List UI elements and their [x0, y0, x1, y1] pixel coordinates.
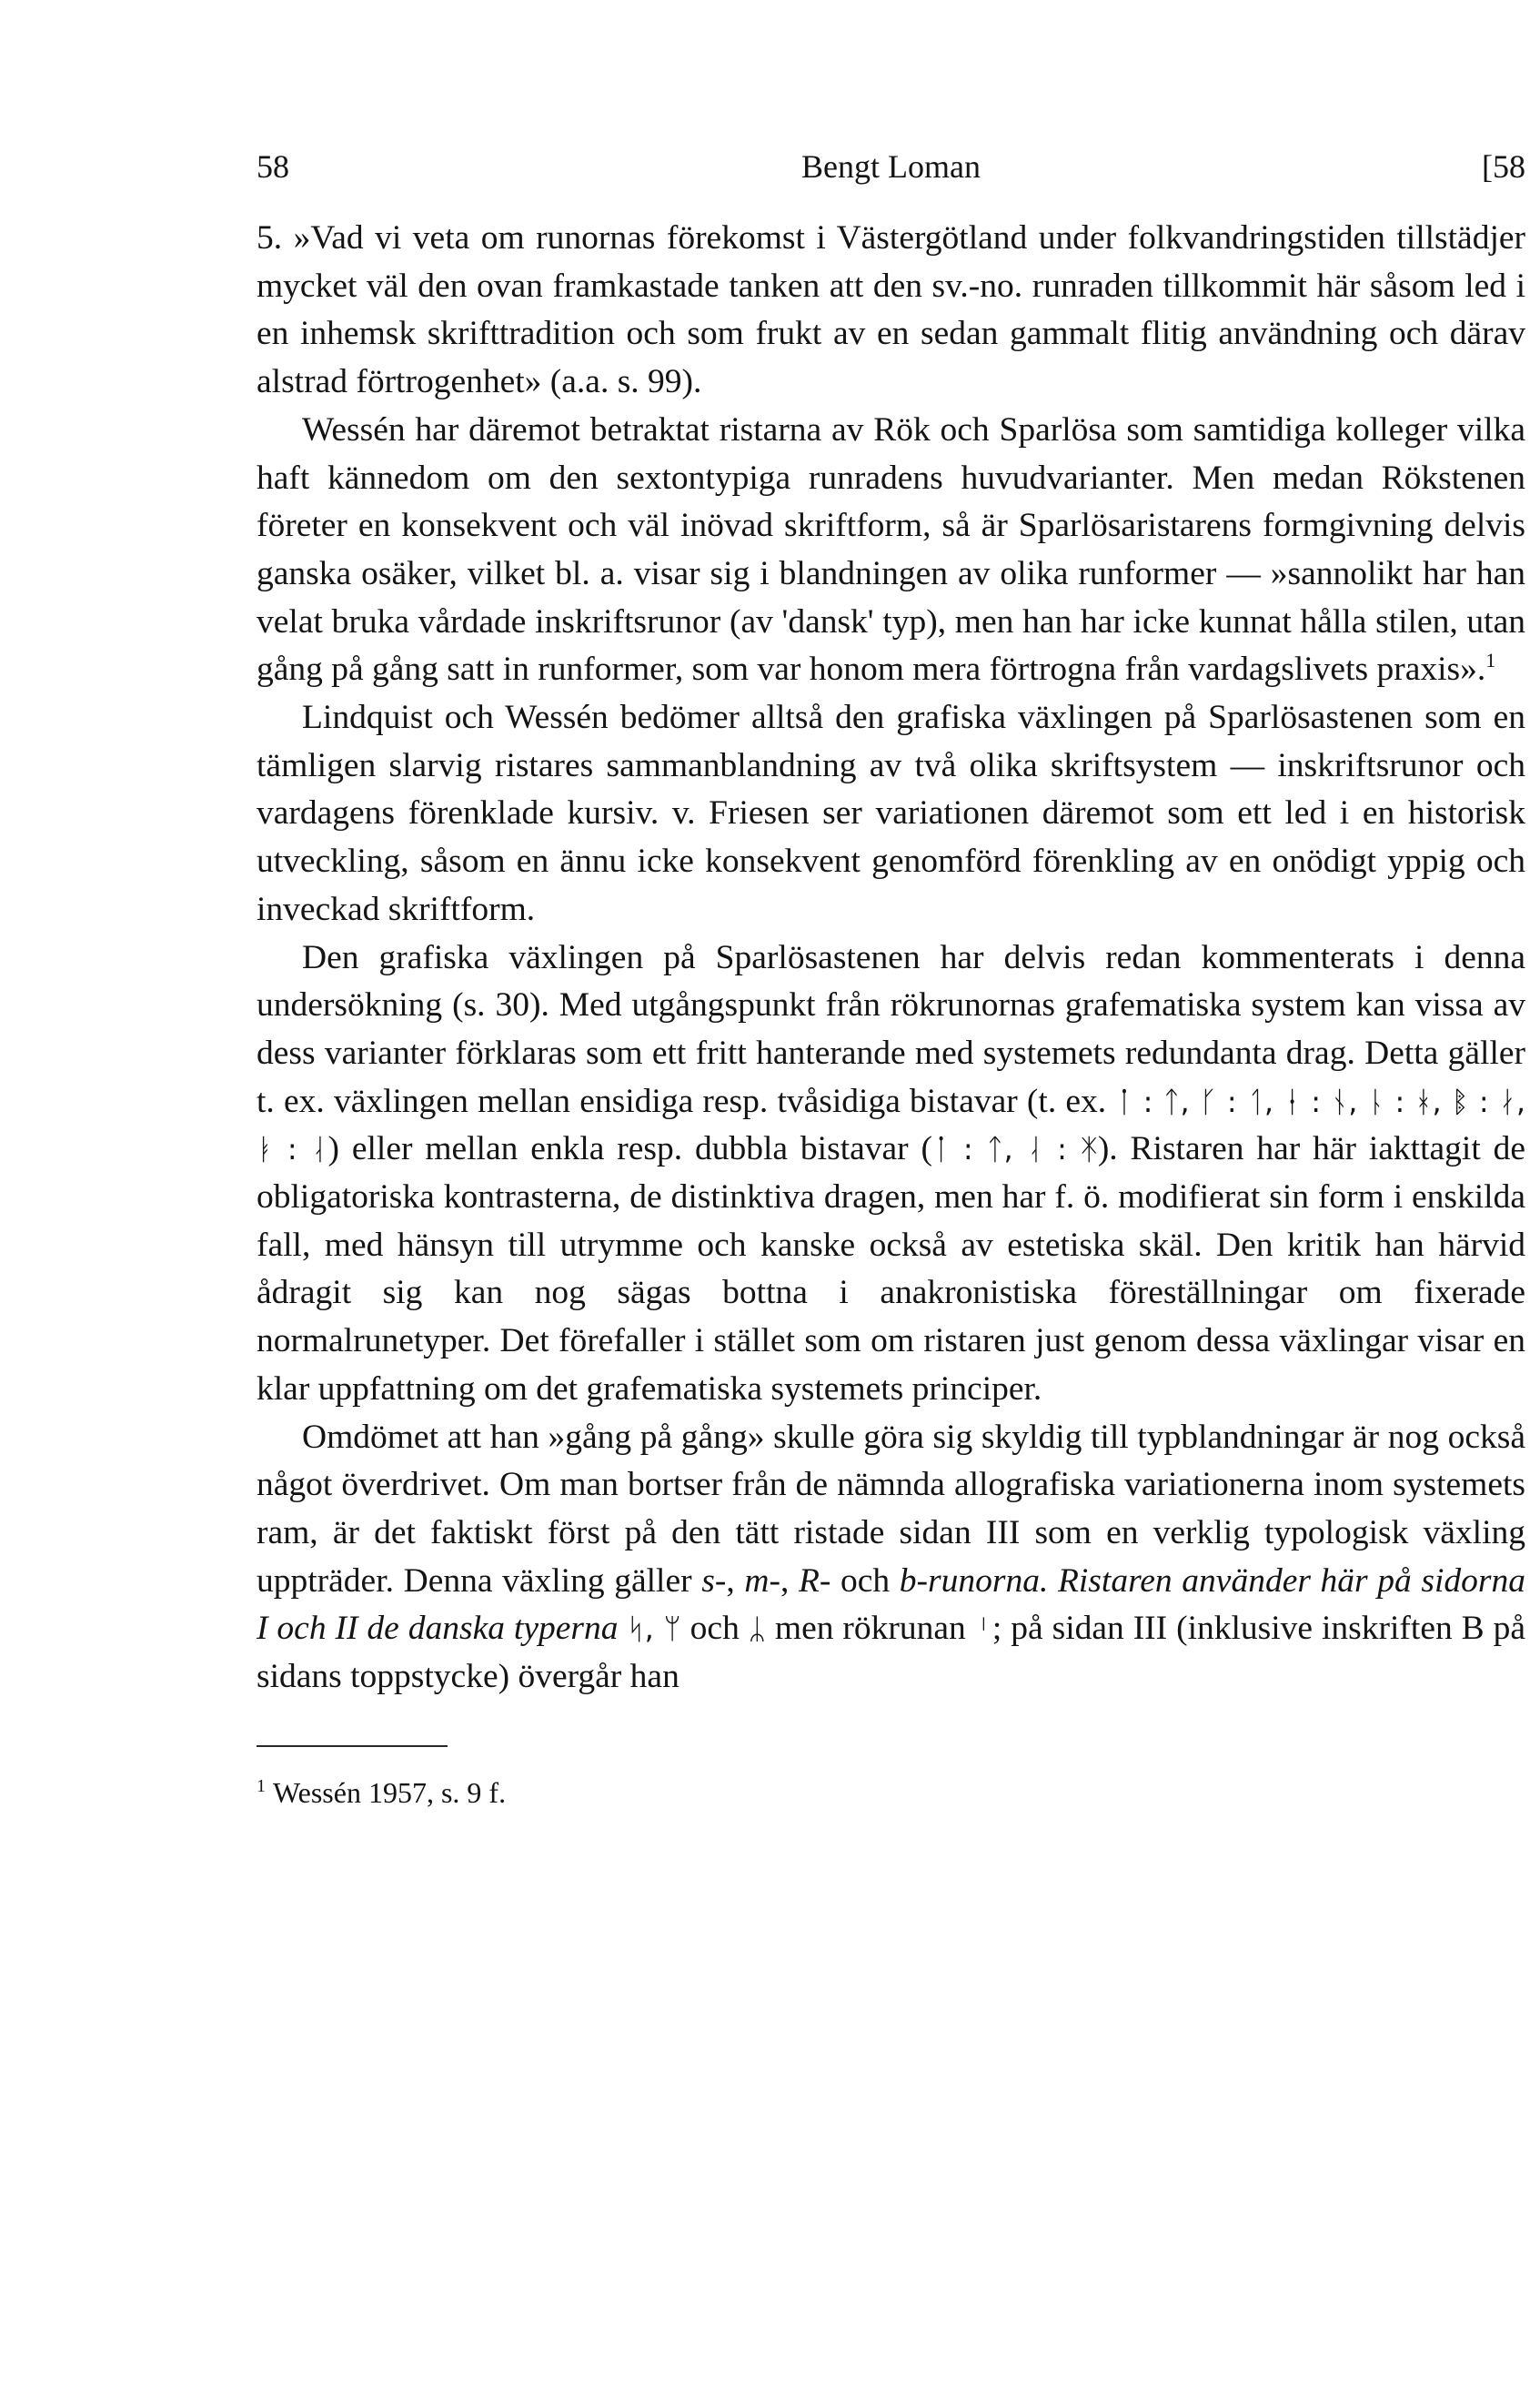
- page-header: [257, 144, 1525, 189]
- footnote-reference[interactable]: 1: [1485, 649, 1496, 672]
- rune-name-m: m-: [744, 1561, 780, 1600]
- page-number: 58: [257, 148, 289, 185]
- rune-name-r: R-: [798, 1561, 831, 1600]
- paragraph-text: men rökrunan: [774, 1610, 966, 1648]
- rune-name-b: b-runorna. Ristaren använder här på sidorna I och II de danska typerna: [257, 1561, 1526, 1648]
- footnote-text: Wessén 1957, s. 9 f.: [273, 1775, 507, 1809]
- running-title: Bengt Loman: [801, 148, 981, 185]
- paragraph-text: ). Ristaren har här iakttagit de obligatoriska kontrasterna, de distinktiva dragen, men har f. ö. modifierat sin form i enskilda fall, med hänsyn till utrymme och kanske också av estetiska skäl. Den kritik han härvid ådragit sig kan nog sägas bottna i anakronistiska föreställningar om fixerade normalrunetyper. Det förefaller i stället som om ristaren just genom dessa växlingar visar en klar uppfattning om det grafematiska systemets principer.: [257, 1130, 1525, 1408]
- paragraph-quote-continuation: [257, 215, 1525, 407]
- rune-glyphs: ᛌ: [974, 1611, 992, 1647]
- rune-glyphs: ᛙ : ᛏ, ᚴ : ᛐ, ᚽ : ᚾ, ᚿ : ᚼ, ᛔ : ᛅ, ᛓ : ᛆ: [257, 1084, 1526, 1167]
- book-page: [257, 144, 1525, 1813]
- conjunction: och: [840, 1561, 891, 1600]
- paragraph-wessen: [257, 407, 1525, 694]
- paragraph-text: ) eller mellan enkla resp. dubbla bistavar (: [327, 1130, 932, 1168]
- paragraph-graphic-variation: [257, 934, 1525, 1414]
- footnote-marker: 1: [257, 1775, 266, 1796]
- paragraph-lindquist: [257, 694, 1525, 934]
- paragraph-type-mixing: Omdömet att han »gång på gång» skulle göra sig skyldig till typblandningar är nog också något överdrivet. Om man bortser från de nämnda allografiska variationerna inom systemets ram, är det faktiskt först på den tätt ristade sidan III som en verklig typologisk växling uppträder. Denna växling gäller s-, m-, R- och b-runorna. Ristaren använder här på sidorna I och II de danska typerna ᛋ, ᛘ och ᛦ men rökrunan ᛌ; på sidan III (inklusive inskriften B på sidans toppstycke) övergår han: [257, 1418, 1526, 1696]
- paragraph-text: 5. »Vad vi veta om runornas förekomst i Västergötland under folkvandringstiden tillstädjer mycket väl den ovan framkastade tanken att den sv.-no. runraden tillkommit här såsom led i en inhemsk skrifttradition och som frukt av en sedan gammalt flitig användning och därav alstrad förtrogenhet» (a.a. s. 99).: [257, 219, 1525, 401]
- bracketed-page-number: [58: [1482, 148, 1525, 185]
- paragraph-text: Den grafiska växlingen på Sparlösastenen har delvis redan kommenterats i denna undersökning (s. 30). Med utgångspunkt från rökrunornas grafematiska system kan vissa av dess varianter förklaras som ett fritt hanterande med systemets redundanta drag. Detta gäller t. ex. växlingen mellan ensidiga resp. tvåsidiga bistavar (t. ex.: [257, 938, 1525, 1120]
- rune-glyphs: ᛋ, ᛘ: [627, 1611, 681, 1647]
- rune-glyphs: ᛙ : ᛏ, ᛆ : ᛡ: [931, 1132, 1098, 1167]
- paragraph-text: Omdömet att han »gång på gång» skulle göra sig skyldig till typblandningar är nog också något överdrivet. Om man bortser från de nämnda allografiska variationerna inom systemets ram, är det faktiskt först på den tätt ristade sidan III som en verklig typologisk växling uppträder. Denna växling gäller: [257, 1418, 1525, 1600]
- rune-name-s: s-: [701, 1561, 727, 1600]
- paragraph-text: Lindquist och Wessén bedömer alltså den grafiska växlingen på Sparlösastenen som en tämligen slarvig ristares sammanblandning av två olika skriftsystem — inskriftsrunor och vardagens förenklade kursiv. v. Friesen ser variationen däremot som ett led i en historisk utveckling, såsom en ännu icke konsekvent genomförd förenkling av en onödigt yppig och inveckad skriftform.: [257, 699, 1525, 928]
- footnote: [257, 1773, 1525, 1813]
- conjunction: och: [689, 1610, 740, 1648]
- rune-glyphs: ᛦ: [748, 1611, 766, 1647]
- footnote-divider: [257, 1745, 448, 1747]
- paragraph-text: ; på sidan III (inklusive inskriften B på sidans toppstycke) övergår han: [257, 1610, 1526, 1696]
- body-text: [257, 215, 1525, 1702]
- paragraph-text: Wessén har däremot betraktat ristarna av Rök och Sparlösa som samtidiga kolleger vilka haft kännedom om den sextontypiga runradens huvudvarianter. Men medan Rökstenen företer en konsekvent och väl inövad skriftform, så är Sparlösaristarens formgivning delvis ganska osäker, vilket bl. a. visar sig i blandningen av olika runformer — »sannolikt har han velat bruka vårdade inskriftsrunor (av 'dansk' typ), men han har icke kunnat hålla stilen, utan gång på gång satt in runformer, som var honom mera förtrogna från vardagslivets praxis».: [257, 410, 1525, 689]
